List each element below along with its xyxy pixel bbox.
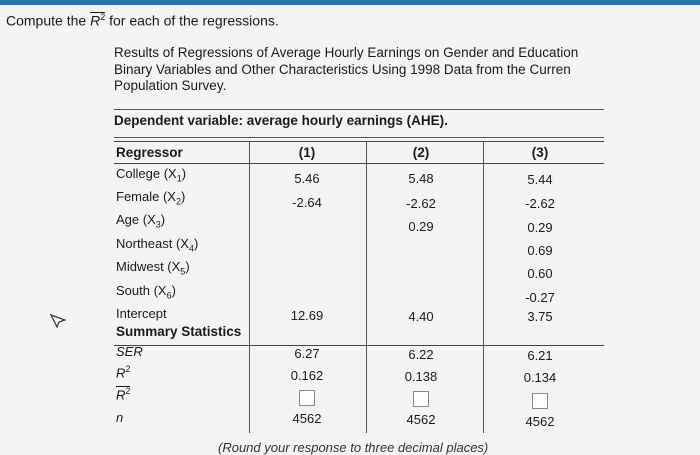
row-label-adjusted-r2: $R^2$	[116, 386, 131, 403]
cell-n-2: 4562	[406, 412, 436, 427]
cell-r2-1: 0.162	[290, 368, 324, 383]
row-label-northeast: Northeast $(X_4)$	[116, 236, 199, 254]
cell-intercept-1: 12.69	[290, 308, 324, 323]
dependent-variable-label: Dependent variable: average hourly earnings (AHE).	[114, 113, 448, 128]
cell-age-2: 0.29	[408, 219, 434, 234]
cell-ser-2: 6.22	[408, 347, 434, 362]
row-label-ser: SER	[116, 344, 143, 359]
cell-r2-3: 0.134	[523, 370, 557, 385]
question-prompt	[6, 12, 279, 29]
cell-northeast-3: 0.69	[527, 243, 553, 258]
cell-intercept-3: 3.75	[527, 309, 553, 324]
cell-female-3: -2.62	[525, 196, 555, 211]
cell-ser-1: 6.27	[294, 346, 320, 361]
summary-statistics-label: Summary Statistics	[116, 324, 242, 339]
prompt-before: Compute the	[6, 12, 87, 29]
cell-college-2: 5.48	[408, 171, 434, 186]
table-dep-rule	[114, 137, 604, 138]
column-divider-1	[249, 141, 250, 433]
cell-n-1: 4562	[292, 411, 322, 426]
cell-female-1: -2.64	[292, 195, 322, 210]
row-label-age: Age $(X_3)$	[116, 212, 166, 230]
header-col-2: (2)	[412, 145, 430, 160]
cell-midwest-3: 0.60	[527, 266, 553, 281]
header-col-3: (3)	[531, 145, 549, 160]
cell-r2-2: 0.138	[404, 369, 438, 384]
column-divider-3	[483, 141, 484, 433]
adjusted-r2-symbol: $R^2$	[90, 12, 106, 29]
cell-female-2: -2.62	[406, 196, 436, 211]
row-label-female: Female $(X_2)$	[116, 189, 186, 207]
row-label-r2: $R^2$	[116, 364, 131, 381]
header-rule-bottom	[114, 163, 604, 164]
cell-college-3: 5.44	[527, 172, 553, 187]
cell-n-3: 4562	[525, 414, 555, 429]
answer-input-adjusted-r2-col-1[interactable]	[299, 390, 315, 406]
table-caption: Results of Regressions of Average Hourly Earnings on Gender and Education Binary Variables and Other Characteristics Using 1998 Data from the Curren Population Survey.	[114, 45, 579, 93]
summary-rule	[114, 345, 604, 346]
table-top-rule	[114, 109, 604, 110]
header-col-1: (1)	[298, 145, 316, 160]
header-regressor: Regressor	[116, 145, 183, 160]
header-rule-top	[114, 141, 604, 142]
cell-college-1: 5.46	[294, 171, 320, 186]
top-accent-bar	[0, 0, 700, 5]
mouse-pointer-icon	[50, 314, 66, 333]
cell-age-3: 0.29	[527, 220, 553, 235]
row-label-intercept: Intercept	[116, 306, 167, 321]
rounding-instruction: (Round your response to three decimal places)	[218, 440, 489, 455]
prompt-after: for each of the regressions.	[109, 12, 279, 29]
row-label-college: College $(X_1)$	[116, 166, 187, 184]
cell-south-3: -0.27	[525, 290, 555, 305]
cell-intercept-2: 4.40	[408, 309, 434, 324]
row-label-n: n	[116, 410, 124, 425]
row-label-south: South $(X_6)$	[116, 283, 176, 301]
cell-ser-3: 6.21	[527, 348, 553, 363]
column-divider-2	[366, 141, 367, 433]
row-label-midwest: Midwest $(X_5)$	[116, 259, 190, 277]
answer-input-adjusted-r2-col-2[interactable]	[413, 391, 429, 407]
answer-input-adjusted-r2-col-3[interactable]	[532, 393, 548, 409]
